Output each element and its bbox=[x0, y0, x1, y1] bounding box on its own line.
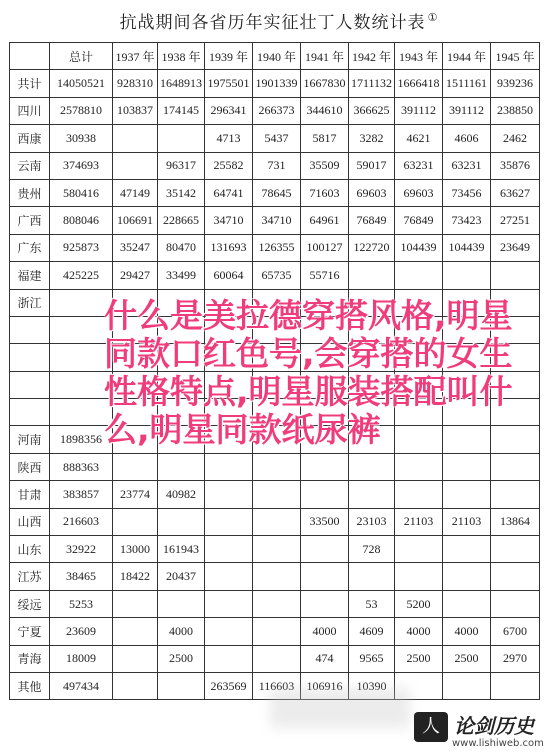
row-label-cell: 宁夏 bbox=[10, 618, 50, 645]
table-cell bbox=[253, 563, 301, 590]
table-cell: 35247 bbox=[113, 234, 158, 261]
table-cell: 73423 bbox=[443, 207, 491, 234]
table-cell: 63231 bbox=[395, 152, 443, 179]
table-cell: 20437 bbox=[158, 563, 205, 590]
table-cell: 23774 bbox=[113, 481, 158, 508]
table-cell: 4000 bbox=[158, 618, 205, 645]
row-label-cell: 山西 bbox=[10, 508, 50, 535]
table-cell: 69603 bbox=[395, 179, 443, 206]
table-cell: 2462 bbox=[491, 125, 540, 152]
table-cell: 1898356 bbox=[50, 426, 113, 453]
column-header bbox=[10, 43, 50, 70]
table-cell: 6700 bbox=[491, 618, 540, 645]
table-row bbox=[10, 618, 540, 645]
table-row bbox=[10, 262, 540, 289]
table-row bbox=[10, 453, 540, 480]
row-label-cell: 四川 bbox=[10, 97, 50, 124]
table-cell: 35876 bbox=[491, 152, 540, 179]
table-cell: 34710 bbox=[253, 207, 301, 234]
row-label-cell: 西康 bbox=[10, 125, 50, 152]
table-row bbox=[10, 207, 540, 234]
table-cell: 104439 bbox=[443, 234, 491, 261]
table-cell bbox=[253, 618, 301, 645]
table-cell: 731 bbox=[253, 152, 301, 179]
table-cell: 23649 bbox=[491, 234, 540, 261]
table-cell: 216603 bbox=[50, 508, 113, 535]
table-cell: 2970 bbox=[491, 645, 540, 672]
table-cell bbox=[113, 125, 158, 152]
table-cell bbox=[395, 563, 443, 590]
table-cell: 263569 bbox=[205, 672, 253, 699]
table-cell: 1511161 bbox=[443, 70, 491, 97]
row-label-cell: 甘肃 bbox=[10, 481, 50, 508]
table-cell: 2500 bbox=[395, 645, 443, 672]
table-cell: 238850 bbox=[491, 97, 540, 124]
table-cell: 106691 bbox=[113, 207, 158, 234]
table-cell: 104439 bbox=[395, 234, 443, 261]
table-cell: 32922 bbox=[50, 536, 113, 563]
table-cell bbox=[253, 645, 301, 672]
table-cell: 580416 bbox=[50, 179, 113, 206]
table-cell bbox=[158, 453, 205, 480]
table-cell bbox=[113, 453, 158, 480]
table-cell bbox=[349, 262, 395, 289]
table-cell bbox=[443, 481, 491, 508]
table-cell bbox=[349, 481, 395, 508]
table-cell: 4713 bbox=[205, 125, 253, 152]
table-cell: 96317 bbox=[158, 152, 205, 179]
column-header: 1945 年 bbox=[491, 43, 540, 70]
table-cell bbox=[491, 536, 540, 563]
table-cell: 64741 bbox=[205, 179, 253, 206]
table-row bbox=[10, 97, 540, 124]
site-logo bbox=[412, 708, 552, 752]
overlay-line: 什么是美拉德穿搭风格,明星 bbox=[104, 296, 513, 335]
table-cell: 59017 bbox=[349, 152, 395, 179]
table-cell: 3282 bbox=[349, 125, 395, 152]
table-cell: 80470 bbox=[158, 234, 205, 261]
table-cell: 53 bbox=[349, 590, 395, 617]
table-cell: 60064 bbox=[205, 262, 253, 289]
table-cell: 63627 bbox=[491, 179, 540, 206]
row-label-cell: 浙江 bbox=[10, 289, 50, 316]
table-cell: 928310 bbox=[113, 70, 158, 97]
table-cell: 808046 bbox=[50, 207, 113, 234]
column-header: 1940 年 bbox=[253, 43, 301, 70]
table-cell: 1666418 bbox=[395, 70, 443, 97]
table-cell: 1667830 bbox=[301, 70, 349, 97]
table-cell: 5200 bbox=[395, 590, 443, 617]
blurred-region bbox=[270, 688, 410, 728]
row-label-cell: 其他 bbox=[10, 672, 50, 699]
table-cell: 1711132 bbox=[349, 70, 395, 97]
table-cell: 69603 bbox=[349, 179, 395, 206]
table-cell: 100127 bbox=[301, 234, 349, 261]
table-cell: 366625 bbox=[349, 97, 395, 124]
table-cell bbox=[158, 125, 205, 152]
table-title bbox=[0, 8, 558, 33]
table-title-text: 抗战期间各省历年实征壮丁人数统计表 bbox=[119, 13, 426, 33]
table-cell: 391112 bbox=[443, 97, 491, 124]
table-cell bbox=[491, 590, 540, 617]
table-cell: 474 bbox=[301, 645, 349, 672]
table-cell: 55716 bbox=[301, 262, 349, 289]
table-cell bbox=[205, 481, 253, 508]
table-cell bbox=[301, 536, 349, 563]
table-cell: 23103 bbox=[349, 508, 395, 535]
row-label-cell bbox=[10, 371, 50, 398]
table-cell: 33500 bbox=[301, 508, 349, 535]
row-label-cell: 云南 bbox=[10, 152, 50, 179]
column-header: 1943 年 bbox=[395, 43, 443, 70]
table-cell bbox=[205, 618, 253, 645]
column-header: 1938 年 bbox=[158, 43, 205, 70]
table-cell bbox=[301, 481, 349, 508]
table-cell: 2500 bbox=[443, 645, 491, 672]
table-cell bbox=[253, 590, 301, 617]
table-cell: 925873 bbox=[50, 234, 113, 261]
table-cell bbox=[205, 590, 253, 617]
table-cell bbox=[113, 152, 158, 179]
table-cell: 383857 bbox=[50, 481, 113, 508]
table-row bbox=[10, 563, 540, 590]
table-row bbox=[10, 508, 540, 535]
table-cell: 29427 bbox=[113, 262, 158, 289]
table-cell: 266373 bbox=[253, 97, 301, 124]
table-cell bbox=[158, 508, 205, 535]
table-cell: 1901339 bbox=[253, 70, 301, 97]
table-cell bbox=[395, 453, 443, 480]
table-cell bbox=[205, 536, 253, 563]
table-cell: 131693 bbox=[205, 234, 253, 261]
table-cell bbox=[491, 262, 540, 289]
table-row bbox=[10, 481, 540, 508]
table-cell: 21103 bbox=[395, 508, 443, 535]
table-cell: 1648913 bbox=[158, 70, 205, 97]
table-cell bbox=[301, 563, 349, 590]
table-cell: 228665 bbox=[158, 207, 205, 234]
table-cell bbox=[349, 453, 395, 480]
column-header: 1941 年 bbox=[301, 43, 349, 70]
table-cell bbox=[205, 453, 253, 480]
column-header: 1937 年 bbox=[113, 43, 158, 70]
table-cell: 35509 bbox=[301, 152, 349, 179]
row-label-cell bbox=[10, 316, 50, 343]
table-cell: 73456 bbox=[443, 179, 491, 206]
table-cell: 425225 bbox=[50, 262, 113, 289]
table-cell bbox=[113, 590, 158, 617]
table-cell: 33499 bbox=[158, 262, 205, 289]
table-cell: 5437 bbox=[253, 125, 301, 152]
table-cell: 27251 bbox=[491, 207, 540, 234]
row-label-cell: 青海 bbox=[10, 645, 50, 672]
table-row bbox=[10, 234, 540, 261]
table-row bbox=[10, 125, 540, 152]
table-cell bbox=[253, 536, 301, 563]
table-cell: 30938 bbox=[50, 125, 113, 152]
table-cell: 71603 bbox=[301, 179, 349, 206]
table-cell bbox=[491, 481, 540, 508]
table-cell bbox=[301, 590, 349, 617]
table-cell: 18422 bbox=[113, 563, 158, 590]
table-cell: 2500 bbox=[158, 645, 205, 672]
table-cell: 14050521 bbox=[50, 70, 113, 97]
column-header: 1942 年 bbox=[349, 43, 395, 70]
row-label-cell: 广东 bbox=[10, 234, 50, 261]
row-label-cell bbox=[10, 399, 50, 426]
table-cell: 47149 bbox=[113, 179, 158, 206]
table-cell: 344610 bbox=[301, 97, 349, 124]
table-cell: 18009 bbox=[50, 645, 113, 672]
table-cell bbox=[113, 508, 158, 535]
table-cell: 391112 bbox=[395, 97, 443, 124]
table-cell bbox=[113, 618, 158, 645]
table-cell bbox=[443, 672, 491, 699]
table-cell bbox=[158, 590, 205, 617]
table-cell: 38465 bbox=[50, 563, 113, 590]
table-header-row bbox=[10, 43, 540, 70]
table-cell: 10390 bbox=[349, 672, 395, 699]
table-cell: 4000 bbox=[395, 618, 443, 645]
table-cell bbox=[443, 262, 491, 289]
table-cell: 76849 bbox=[395, 207, 443, 234]
table-row bbox=[10, 70, 540, 97]
table-cell: 13864 bbox=[491, 508, 540, 535]
row-label-cell: 绥远 bbox=[10, 590, 50, 617]
table-cell bbox=[443, 536, 491, 563]
row-label-cell bbox=[10, 344, 50, 371]
row-label-cell: 贵州 bbox=[10, 179, 50, 206]
row-label-cell: 广西 bbox=[10, 207, 50, 234]
title-footnote-mark: ① bbox=[427, 11, 439, 25]
logo-url: www.lishiweb.com bbox=[452, 738, 544, 749]
table-cell: 497434 bbox=[50, 672, 113, 699]
table-cell bbox=[253, 453, 301, 480]
logo-name: 论剑历史 bbox=[454, 714, 534, 738]
table-row bbox=[10, 179, 540, 206]
overlay-line: 同款口红色号,会穿搭的女生 bbox=[104, 334, 513, 373]
column-header: 1944 年 bbox=[443, 43, 491, 70]
table-cell: 4621 bbox=[395, 125, 443, 152]
table-cell bbox=[205, 563, 253, 590]
table-row bbox=[10, 590, 540, 617]
row-label-cell: 山东 bbox=[10, 536, 50, 563]
table-cell: 2578810 bbox=[50, 97, 113, 124]
table-row bbox=[10, 536, 540, 563]
table-cell bbox=[301, 453, 349, 480]
row-label-cell: 共计 bbox=[10, 70, 50, 97]
row-label-cell: 福建 bbox=[10, 262, 50, 289]
table-cell: 103837 bbox=[113, 97, 158, 124]
row-label-cell: 陕西 bbox=[10, 453, 50, 480]
table-cell: 13000 bbox=[113, 536, 158, 563]
row-label-cell: 江苏 bbox=[10, 563, 50, 590]
table-cell: 106916 bbox=[301, 672, 349, 699]
logo-mark-icon: 人 bbox=[414, 712, 448, 742]
table-cell bbox=[253, 481, 301, 508]
table-cell: 34710 bbox=[205, 207, 253, 234]
table-cell: 4609 bbox=[349, 618, 395, 645]
table-cell bbox=[395, 481, 443, 508]
table-cell: 4000 bbox=[301, 618, 349, 645]
table-cell: 23609 bbox=[50, 618, 113, 645]
table-cell bbox=[205, 645, 253, 672]
watermark-overlay-text bbox=[104, 297, 544, 449]
table-cell: 5817 bbox=[301, 125, 349, 152]
table-cell: 116603 bbox=[253, 672, 301, 699]
table-cell bbox=[491, 453, 540, 480]
table-cell: 78645 bbox=[253, 179, 301, 206]
table-cell: 64961 bbox=[301, 207, 349, 234]
table-cell bbox=[443, 563, 491, 590]
table-cell: 296341 bbox=[205, 97, 253, 124]
table-cell: 35142 bbox=[158, 179, 205, 206]
table-cell: 939236 bbox=[491, 70, 540, 97]
table-cell bbox=[491, 672, 540, 699]
table-cell bbox=[349, 563, 395, 590]
table-cell bbox=[443, 590, 491, 617]
table-cell: 888363 bbox=[50, 453, 113, 480]
table-cell bbox=[205, 508, 253, 535]
table-cell bbox=[443, 453, 491, 480]
table-cell: 63231 bbox=[443, 152, 491, 179]
table-cell bbox=[158, 672, 205, 699]
table-row bbox=[10, 645, 540, 672]
table-cell bbox=[395, 536, 443, 563]
table-cell bbox=[491, 563, 540, 590]
column-header: 1939 年 bbox=[205, 43, 253, 70]
column-header: 总计 bbox=[50, 43, 113, 70]
table-cell: 1975501 bbox=[205, 70, 253, 97]
table-cell bbox=[113, 672, 158, 699]
table-cell: 9565 bbox=[349, 645, 395, 672]
table-cell: 76849 bbox=[349, 207, 395, 234]
table-cell: 122720 bbox=[349, 234, 395, 261]
table-cell: 65735 bbox=[253, 262, 301, 289]
table-cell: 40982 bbox=[158, 481, 205, 508]
table-cell: 126355 bbox=[253, 234, 301, 261]
table-cell: 374693 bbox=[50, 152, 113, 179]
table-cell: 174145 bbox=[158, 97, 205, 124]
table-cell: 21103 bbox=[443, 508, 491, 535]
table-cell: 728 bbox=[349, 536, 395, 563]
table-cell: 161943 bbox=[158, 536, 205, 563]
table-cell bbox=[395, 262, 443, 289]
table-cell: 5253 bbox=[50, 590, 113, 617]
overlay-line: 性格特点,明星服装搭配叫什 bbox=[104, 372, 513, 411]
table-cell bbox=[113, 645, 158, 672]
table-cell bbox=[253, 508, 301, 535]
table-cell: 25582 bbox=[205, 152, 253, 179]
overlay-line: 么,明星同款纸尿裤 bbox=[104, 410, 381, 449]
row-label-cell: 河南 bbox=[10, 426, 50, 453]
table-row bbox=[10, 152, 540, 179]
table-cell: 4000 bbox=[443, 618, 491, 645]
table-cell: 4606 bbox=[443, 125, 491, 152]
